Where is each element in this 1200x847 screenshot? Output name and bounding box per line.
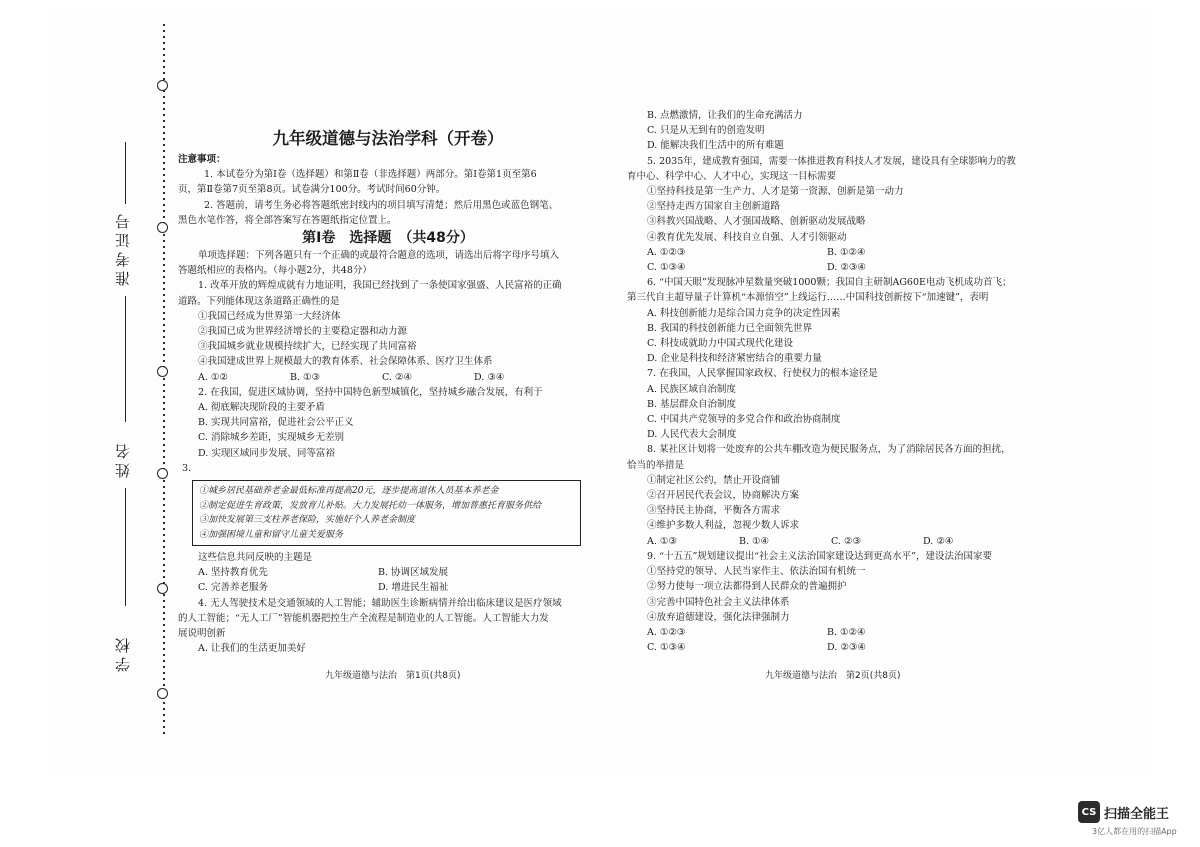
q6-option-d[interactable]: D. 企业是科技和经济紧密结合的重要力量 [647,353,822,365]
q8-line: 恰当的举措是 [627,459,685,471]
q7-line: 7. 在我国，人民掌握国家政权、行使权力的根本途径是 [647,368,878,380]
q2-option-d[interactable]: D. 实现区域同步发展、同等富裕 [198,447,335,459]
q6-line: 第三代自主超导量子计算机“本源悟空”上线运行……中国科技创新按下“加速键”，表明 [627,292,989,304]
q8-line: 8. 某社区计划将一处废弃的公共车棚改造为便民服务点，为了消除居民各方面的担扰， [647,444,1011,456]
binding-hole [157,366,168,377]
q9-item: ①坚持党的领导、人民当家作主、依法治国有机统一 [647,566,866,578]
q8-option-a[interactable]: A. ①③ [647,535,677,547]
q4-line: 的人工智能；“无人工厂”智能机器把控生产全流程是制造业的人工智能。人工智能大力发 [178,612,549,624]
page-1-footer: 九年级道德与法治 第1页(共8页) [325,671,461,681]
section-title: 第Ⅰ卷 选择题 （共48分） [302,230,474,247]
scanner-brand: 扫描全能王 [1104,806,1170,822]
q5-item: ①坚持科技是第一生产力、人才是第一资源、创新是第一动力 [647,186,904,198]
q4-option-b[interactable]: B. 点燃激情，让我们的生命充满活力 [647,110,803,121]
q7-option-c[interactable]: C. 中国共产党领导的多党合作和政治协商制度 [647,414,841,426]
q1-option-a[interactable]: A. ①② [198,371,228,383]
q3-box-line: ②制定促进生育政策，发放育儿补贴。大力发展托幼一体服务，增加普惠托育服务供给 [199,500,542,511]
id-number-line [125,142,126,204]
q4-option-d[interactable]: D. 能解决我们生活中的所有难题 [647,140,784,152]
binding-hole [157,80,168,91]
q3-number: 3. [182,462,192,474]
q9-option-c[interactable]: C. ①③④ [647,642,686,654]
q1-option-b[interactable]: B. ①③ [290,371,321,383]
q6-option-c[interactable]: C. 科技成就助力中国式现代化建设 [647,338,793,350]
name-line [125,488,126,606]
q2-option-a[interactable]: A. 彻底解决现阶段的主要矛盾 [198,402,325,414]
q9-options-row1 [627,625,1047,640]
q8-item: ②召开居民代表会议，协商解决方案 [647,490,800,502]
q8-item: ③坚持民主协商，平衡各方需求 [647,505,781,517]
scanner-slogan: 3亿人都在用的扫描App [1092,827,1177,836]
q6-option-a[interactable]: A. 科技创新能力是综合国力竞争的决定性因素 [647,307,841,319]
q3-option-a[interactable]: A. 坚持教育优先 [198,567,268,579]
q3-option-c[interactable]: C. 完善养老服务 [198,582,268,594]
q1-line: 道路。下列能体现这条道路正确性的是 [178,295,340,307]
q5-item: ②坚持走西方国家自主创新道路 [647,201,781,213]
q1-line: 1. 改革开放的辉煌成就有力地证明，我国已经找到了一条使国家强盛、人民富裕的正确 [198,280,562,292]
q4-option-c[interactable]: C. 只是从无到有的创造发明 [647,125,765,137]
q4-option-a[interactable]: A. 让我们的生活更加美好 [198,643,306,655]
q1-option-c[interactable]: C. ②④ [382,371,413,383]
q5-line: 育中心、科学中心、人才中心，实现这一目标需要 [627,170,837,182]
q2-option-b[interactable]: B. 实现共同富裕，促进社会公平正义 [198,417,354,429]
cs-logo-icon: CS [1078,801,1100,823]
q8-option-d[interactable]: D. ②④ [923,535,954,547]
notice-line: 1. 本试卷分为第Ⅰ卷（选择题）和第Ⅱ卷（非选择题）两部分。第Ⅰ卷第1页至第6 [204,169,537,181]
q8-option-c[interactable]: C. ②③ [831,535,862,547]
q6-option-b[interactable]: B. 我国的科技创新能力已全面领先世界 [647,322,813,334]
q9-option-b[interactable]: B. ①②④ [827,626,866,638]
q5-option-d[interactable]: D. ②③④ [827,262,866,274]
school-label: 学校 [114,634,132,672]
q6-line: 6. “中国天眼”发现脉冲星数量突破1000颗；我国自主研制AG60E电动飞机成功首飞； [647,277,1012,289]
q5-options-row2 [627,260,1047,275]
binding-hole [157,688,168,699]
q7-option-a[interactable]: A. 民族区域自治制度 [647,383,736,395]
q3-info-box [192,480,581,546]
q3-options-row2 [178,580,598,595]
q9-item: ②努力使每一项立法都得到人民群众的普遍拥护 [647,581,847,593]
q2-line: 2. 在我国，促进区域协调，坚持中国特色新型城镇化，坚持城乡融合发展，有利于 [198,386,543,398]
page-1 [178,128,598,656]
q7-option-d[interactable]: D. 人民代表大会制度 [647,429,737,441]
q3-options-row1 [178,565,598,580]
q1-options [178,370,598,385]
q1-item: ②我国已成为世界经济增长的主要稳定器和动力源 [198,326,408,338]
notice-line: 页，第Ⅱ卷第7页至第8页。试卷满分100分。考试时间60分钟。 [178,184,446,196]
scanner-logo [1078,801,1169,823]
q5-option-a[interactable]: A. ①②③ [647,246,686,258]
notice-line: 2. 答题前，请考生务必将答题纸密封线内的项目填写清楚；然后用黑色或蓝色钢笔、 [204,199,559,211]
q8-option-b[interactable]: B. ①④ [739,535,770,547]
q1-item: ③我国城乡就业规模持续扩大，已经实现了共同富裕 [198,341,417,353]
page-2-footer: 九年级道德与法治 第2页(共8页) [765,671,901,681]
q5-item: ④教育优先发展、科技自立自强、人才引领驱动 [647,231,847,243]
q3-box-line: ③加快发展第三支柱养老保险，实施好个人养老金制度 [199,515,416,526]
q3-stem: 这些信息共同反映的主题是 [198,552,313,564]
q8-item: ④维护多数人利益，忽视少数人诉求 [647,520,800,532]
q3-option-b[interactable]: B. 协调区域发展 [378,567,449,579]
notice-line: 黑色水笔作答，将全部答案写在答题纸指定位置上。 [178,214,397,226]
q1-item: ④我国建成世界上规模最大的教育体系、社会保障体系、医疗卫生体系 [198,356,493,368]
q9-item: ③完善中国特色社会主义法律体系 [647,596,790,608]
id-number-line-2 [125,296,126,422]
binding-hole [157,583,168,594]
q3-option-d[interactable]: D. 增进民生福祉 [378,582,449,594]
q3-box-line: ①城乡居民基础养老金最低标准再提高20元，逐步提高退休人员基本养老金 [199,486,499,497]
q4-line: 展说明创新 [178,628,226,640]
q8-item: ①制定社区公约，禁止开设商铺 [647,474,781,486]
q5-option-c[interactable]: C. ①③④ [647,262,686,274]
q7-option-b[interactable]: B. 基层群众自治制度 [647,398,737,410]
q2-option-c[interactable]: C. 消除城乡差距，实现城乡无差别 [198,432,344,444]
exam-title: 九年级道德与法治学科（开卷） [272,129,504,148]
name-label: 姓名 [114,440,132,478]
notice-title: 注意事项： [178,154,226,165]
q9-options-row2 [627,640,1047,655]
q3-box-line: ④加强困境儿童和留守儿童关爱服务 [199,529,344,540]
instruction-line: 答题纸相应的表格内。（每小题2分，共48分） [178,265,372,277]
binding-hole [157,222,168,233]
binding-dotted-line [162,22,166,737]
q4-line: 4. 无人驾驶技术是交通领域的人工智能；辅助医生诊断病情并给出临床建议是医疗领域 [198,597,562,609]
q5-line: 5. 2035年，建成教育强国，需要一体推进教育科技人才发展，建设具有全球影响力的教 [647,155,1016,167]
instruction-line: 单项选择题：下列各题只有一个正确的或最符合题意的选项，请选出后将字母序号填入 [198,250,560,262]
q5-option-b[interactable]: B. ①②④ [827,246,866,258]
page-2 [627,108,1047,655]
q1-option-d[interactable]: D. ③④ [474,371,505,383]
q9-line: 9. “十五五”规划建议提出“社会主义法治国家建设达到更高水平”，建设法治国家要 [647,550,993,562]
q9-option-a[interactable]: A. ①②③ [647,626,686,638]
q9-item: ④放弃道德建设，强化法律强制力 [647,611,790,623]
binding-hole [157,468,168,479]
q8-options [627,534,1047,549]
q1-item: ①我国已经成为世界第一大经济体 [198,310,341,322]
id-number-label: 准考证号 [114,210,132,286]
q5-item: ③科教兴国战略、人才强国战略、创新驱动发展战略 [647,216,866,228]
q5-options-row1 [627,245,1047,260]
q9-option-d[interactable]: D. ②③④ [827,642,866,654]
